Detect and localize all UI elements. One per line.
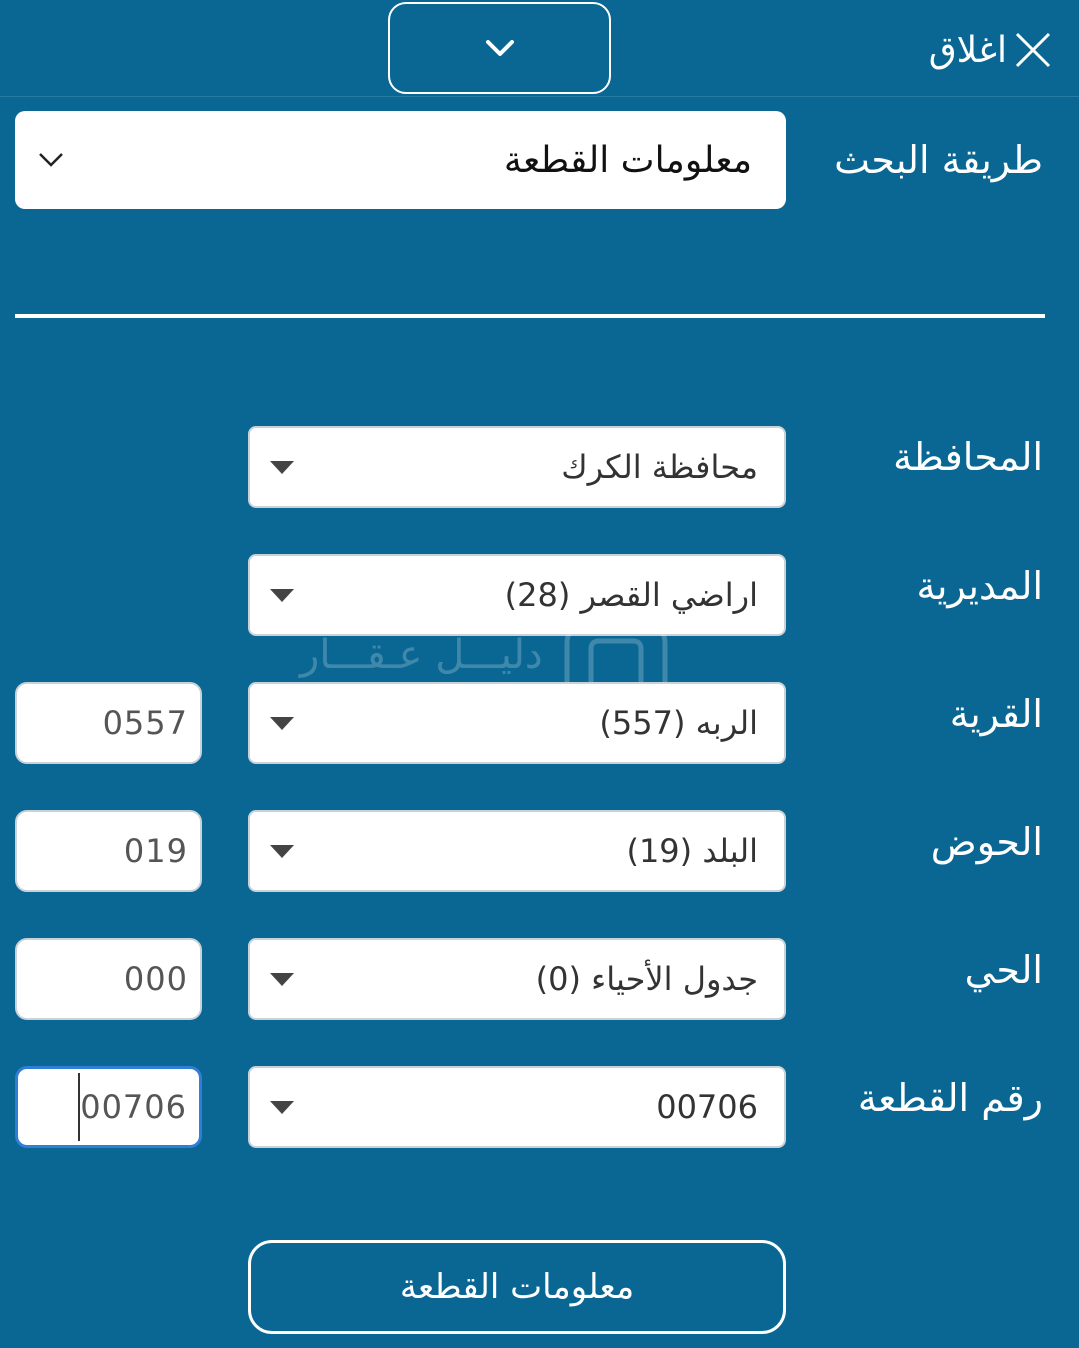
search-method-label: طريقة البحث bbox=[834, 138, 1043, 182]
basin-value: البلد (19) bbox=[626, 832, 758, 870]
watermark-logo-icon bbox=[561, 623, 671, 687]
directorate-value: اراضي القصر (28) bbox=[504, 576, 758, 614]
dropdown-arrow-icon bbox=[270, 461, 294, 474]
neighborhood-code-input[interactable] bbox=[15, 938, 202, 1020]
village-code-value: 0557 bbox=[102, 704, 188, 742]
dropdown-arrow-icon bbox=[270, 1101, 294, 1114]
dropdown-arrow-icon bbox=[270, 717, 294, 730]
dropdown-arrow-icon bbox=[270, 845, 294, 858]
dropdown-arrow-icon bbox=[270, 589, 294, 602]
governorate-value: محافظة الكرك bbox=[561, 448, 758, 486]
village-label: القرية bbox=[949, 692, 1043, 736]
governorate-label: المحافظة bbox=[893, 435, 1043, 479]
neighborhood-label: الحي bbox=[964, 948, 1043, 992]
search-method-select[interactable] bbox=[15, 111, 786, 209]
close-label: اغلاق bbox=[928, 29, 1007, 71]
collapse-panel-button[interactable] bbox=[388, 2, 611, 94]
parcel-info-button-label: معلومات القطعة bbox=[399, 1267, 635, 1307]
section-divider bbox=[15, 314, 1045, 318]
parcel-code-value: 00706 bbox=[80, 1088, 187, 1126]
village-select[interactable] bbox=[248, 682, 786, 764]
close-x-icon bbox=[1013, 30, 1053, 70]
parcel-select[interactable] bbox=[248, 1066, 786, 1148]
basin-label: الحوض bbox=[930, 820, 1043, 864]
search-method-value: معلومات القطعة bbox=[503, 139, 752, 181]
neighborhood-select[interactable] bbox=[248, 938, 786, 1020]
dropdown-arrow-icon bbox=[270, 973, 294, 986]
header-divider bbox=[0, 96, 1079, 97]
chevron-down-icon bbox=[37, 151, 65, 169]
parcel-value: 00706 bbox=[656, 1088, 758, 1126]
directorate-label: المديرية bbox=[916, 564, 1043, 608]
parcel-code-input[interactable] bbox=[15, 1066, 202, 1148]
basin-select[interactable] bbox=[248, 810, 786, 892]
chevron-down-icon bbox=[485, 38, 515, 58]
neighborhood-code-value: 000 bbox=[123, 960, 188, 998]
close-button[interactable] bbox=[929, 22, 1053, 78]
parcel-label: رقم القطعة bbox=[857, 1076, 1043, 1120]
watermark bbox=[300, 620, 780, 690]
watermark-text: دليـــل عـقـــار bbox=[300, 632, 543, 678]
parcel-info-button[interactable] bbox=[248, 1240, 786, 1334]
neighborhood-value: جدول الأحياء (0) bbox=[535, 960, 758, 998]
basin-code-input[interactable] bbox=[15, 810, 202, 892]
governorate-select[interactable] bbox=[248, 426, 786, 508]
village-value: الربه (557) bbox=[599, 704, 758, 742]
basin-code-value: 019 bbox=[123, 832, 188, 870]
village-code-input[interactable] bbox=[15, 682, 202, 764]
